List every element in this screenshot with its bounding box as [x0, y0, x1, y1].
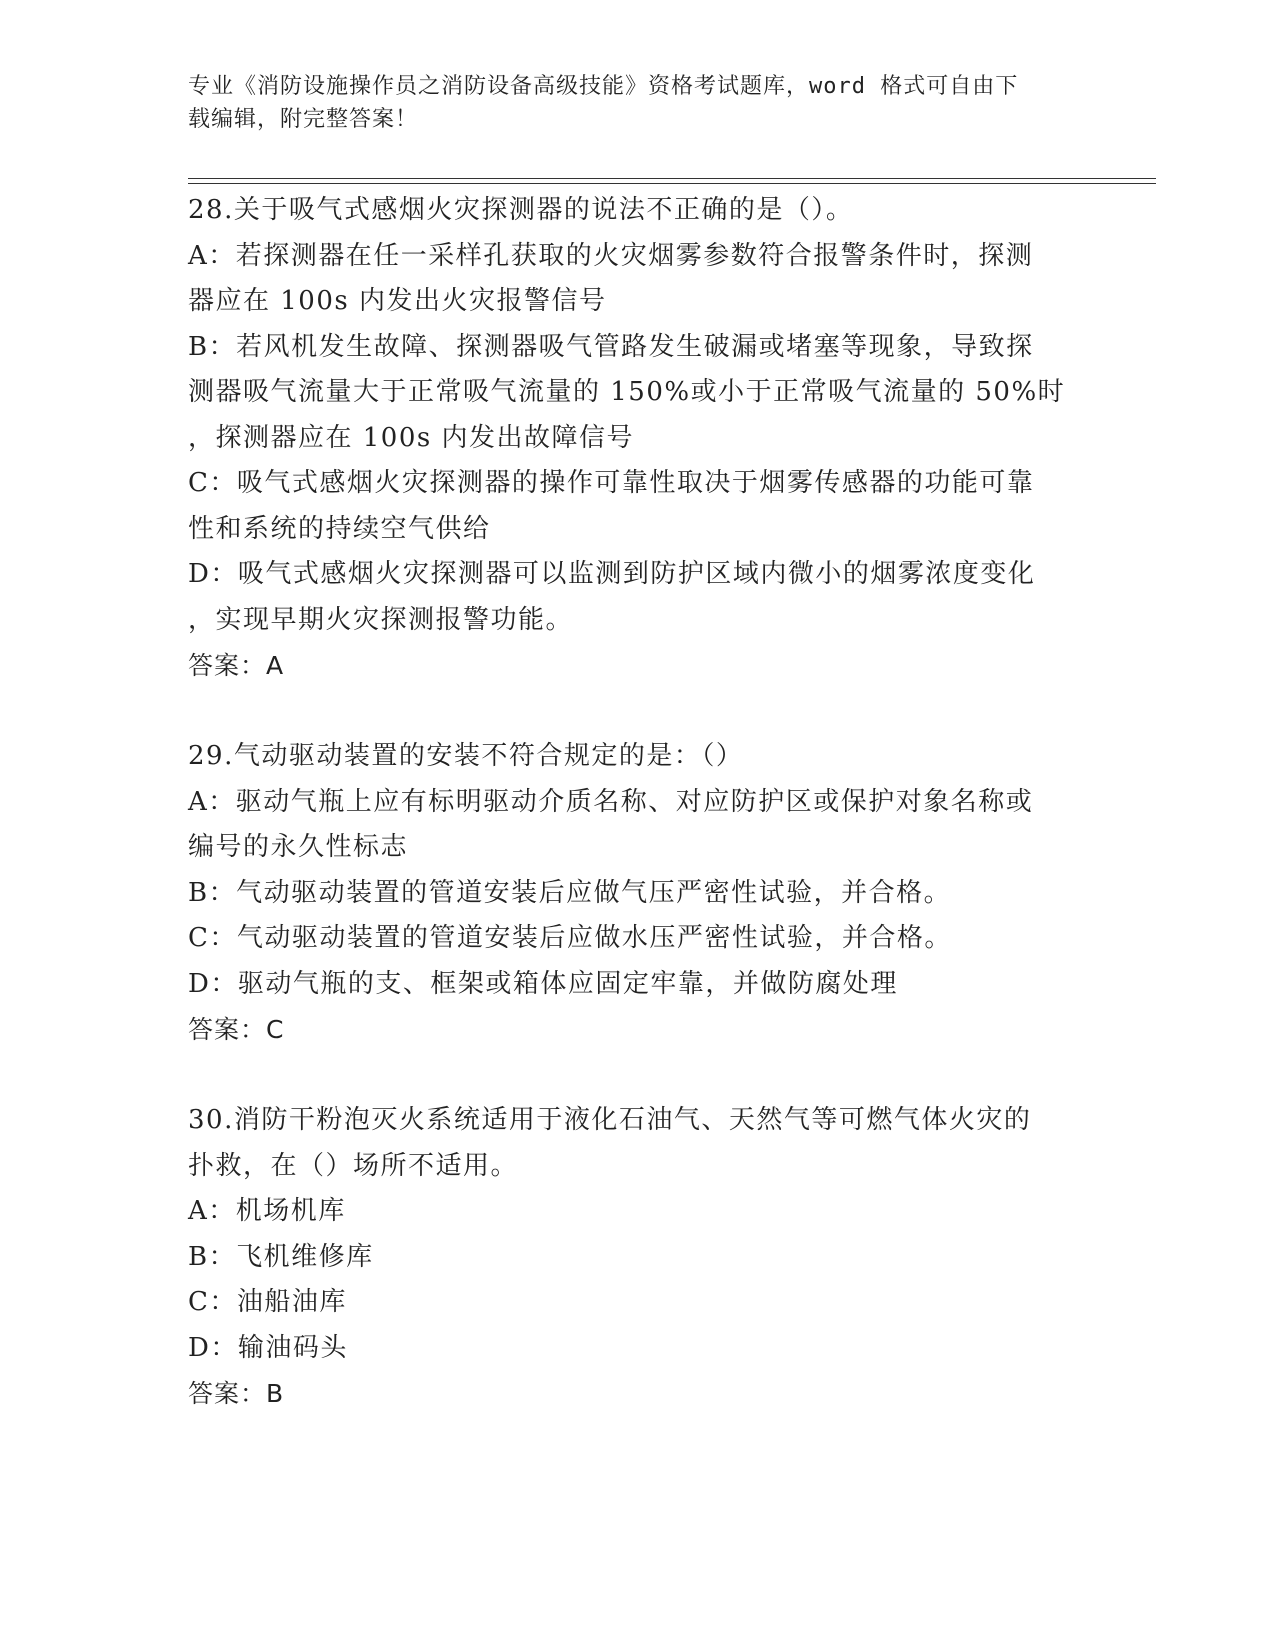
option-a: A：若探测器在任一采样孔获取的火灾烟雾参数符合报警条件时，探测: [188, 240, 1034, 271]
question-stem: 30.消防干粉泡灭火系统适用于液化石油气、天然气等可燃气体火灾的: [188, 1105, 1032, 1135]
question-list: [188, 188, 1088, 1417]
option-c: C：气动驱动装置的管道安装后应做水压严密性试验，并合格。: [188, 923, 952, 953]
option-a: A：驱动气瓶上应有标明驱动介质名称、对应防护区或保护对象名称或: [188, 786, 1034, 817]
answer: 答案：C: [188, 1015, 285, 1044]
header-divider: [188, 178, 1156, 184]
option-c: C：吸气式感烟火灾探测器的操作可靠性取决于烟雾传感器的功能可靠: [188, 468, 1035, 498]
option-b-continued: ，探测器应在 100s 内发出故障信号: [188, 422, 634, 453]
option-b: B：飞机维修库: [188, 1241, 374, 1272]
option-a: A：机场机库: [188, 1196, 346, 1226]
option-d: D：驱动气瓶的支、框架或箱体应固定牢靠，并做防腐处理: [188, 968, 898, 999]
question-stem: 28.关于吸气式感烟火灾探测器的说法不正确的是（）。: [188, 195, 854, 225]
header-line: 专业《消防设施操作员之消防设备高级技能》资格考试题库，word 格式可自由下: [188, 74, 1019, 99]
option-b: B：若风机发生故障、探测器吸气管路发生破漏或堵塞等现象，导致探: [188, 331, 1034, 362]
question-stem: 29.气动驱动装置的安装不符合规定的是：（）: [188, 741, 744, 771]
option-b: B：气动驱动装置的管道安装后应做气压严密性试验，并合格。: [188, 877, 952, 908]
answer: 答案：B: [188, 1379, 285, 1408]
question-30: [188, 1098, 1088, 1417]
option-d-continued: ，实现早期火灾探测报警功能。: [188, 604, 574, 635]
option-d: D：输油码头: [188, 1332, 348, 1363]
answer: 答案：A: [188, 651, 285, 680]
option-d: D：吸气式感烟火灾探测器可以监测到防护区域内微小的烟雾浓度变化: [188, 559, 1036, 589]
question-28: [188, 188, 1088, 689]
question-stem-continued: 扑救，在（）场所不适用。: [188, 1150, 519, 1181]
question-29: [188, 734, 1088, 1053]
option-b-continued: 测器吸气流量大于正常吸气流量的 150%或小于正常吸气流量的 50%时: [188, 377, 1066, 407]
header-line: 载编辑，附完整答案！: [188, 107, 419, 132]
page-header: [188, 70, 1068, 136]
option-a-continued: 器应在 100s 内发出火灾报警信号: [188, 286, 607, 316]
option-a-continued: 编号的永久性标志: [188, 832, 409, 862]
option-c: C：油船油库: [188, 1287, 347, 1317]
option-c-continued: 性和系统的持续空气供给: [188, 513, 491, 544]
